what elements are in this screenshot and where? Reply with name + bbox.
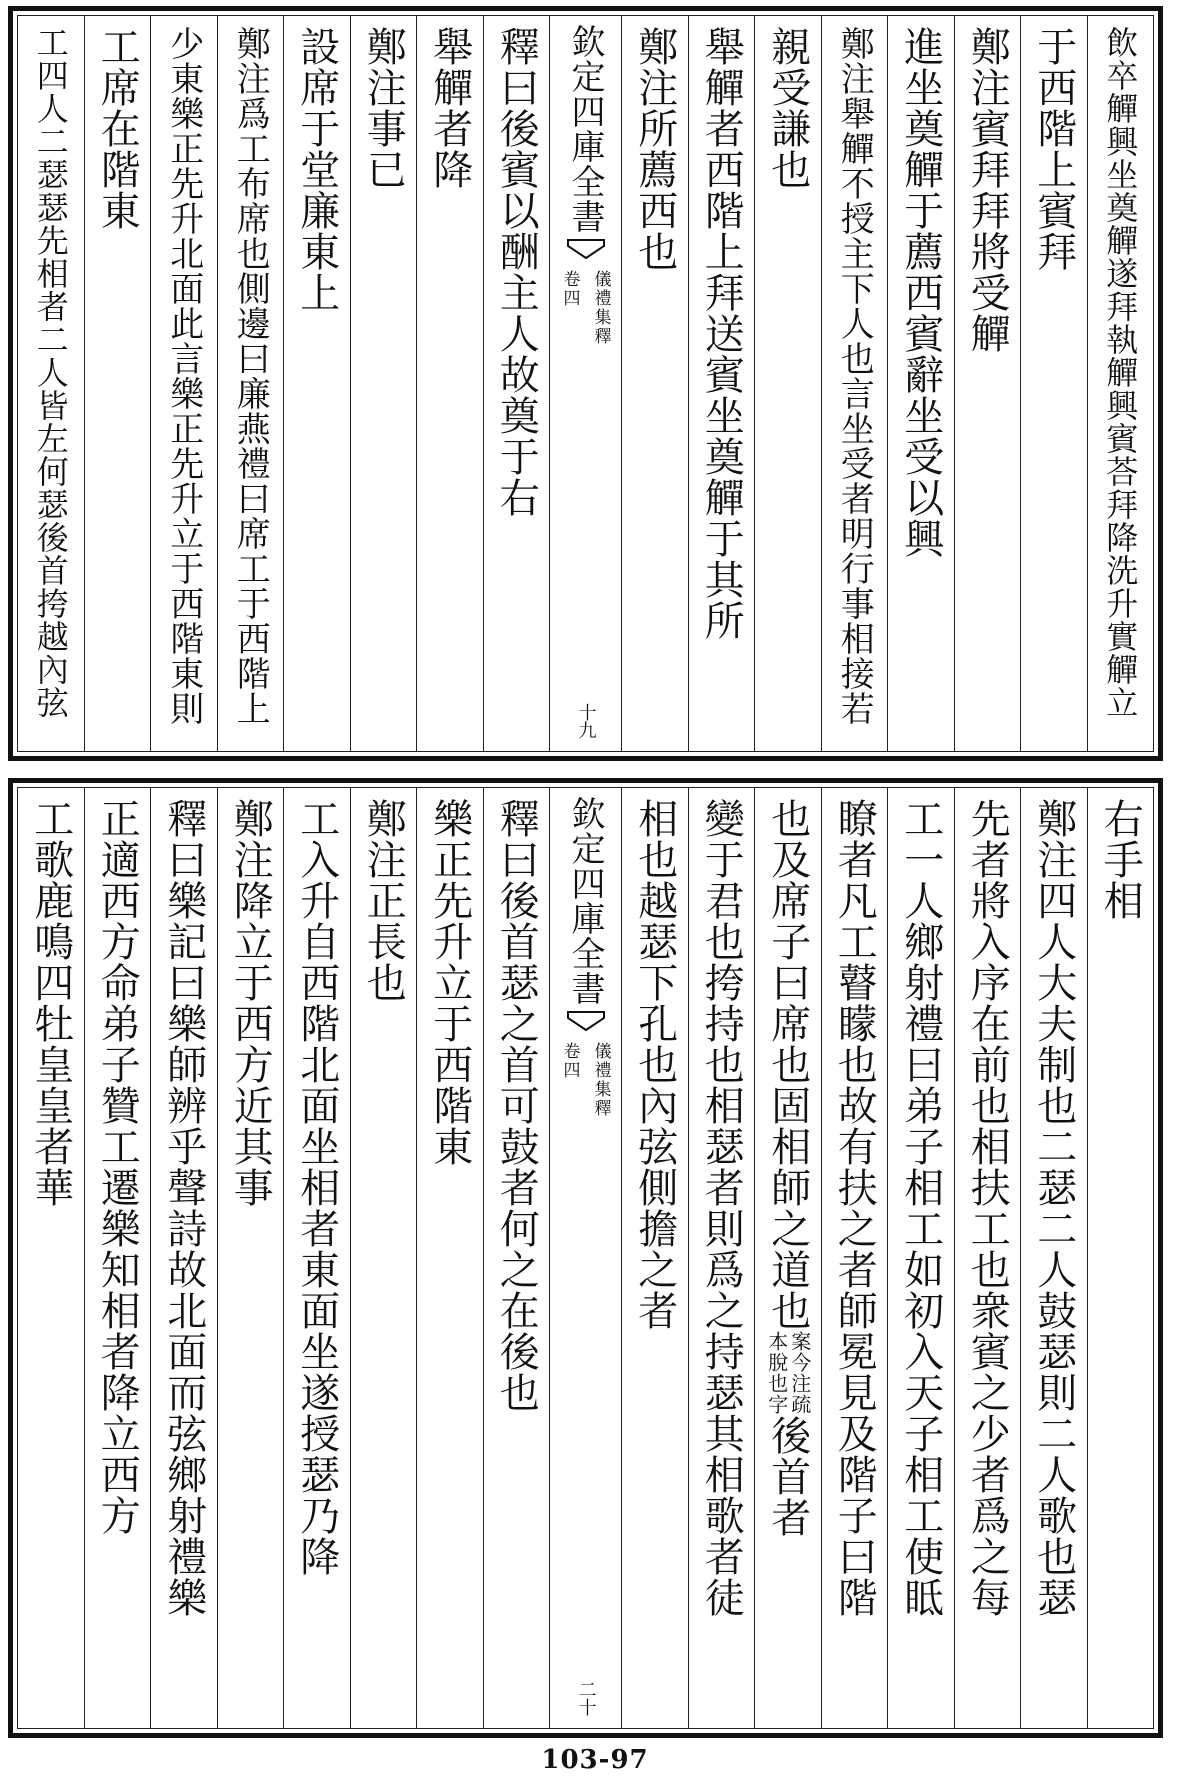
- interlinear-annotation: 案今注疏 本脫也字: [764, 1331, 812, 1415]
- text-column: [217, 788, 284, 1728]
- center-fold-book-line: 卷四: [559, 270, 580, 308]
- text-column: [887, 788, 954, 1728]
- text-column: [1087, 788, 1154, 1728]
- column-text: 飲卒觶興坐奠觶遂拜執觶興賓荅拜降洗升實觶立: [1101, 26, 1140, 719]
- text-column: [1087, 16, 1154, 751]
- text-column: [18, 788, 84, 1728]
- text-column: [1020, 16, 1087, 751]
- text-column: [84, 16, 151, 751]
- column-text: 鄭注所薦西也: [631, 26, 678, 272]
- column-text: 正適西方命弟子贊工遷樂知相者降立西方: [94, 798, 141, 1536]
- column-text: 工入升自西階北面坐相者東面坐遂授瑟乃降: [293, 798, 340, 1577]
- column-text: 釋曰樂記曰樂師辨乎聲詩故北面而弦鄉射禮樂: [160, 798, 207, 1618]
- column-text: 工席在階東: [94, 26, 141, 231]
- center-fold-title: 欽定四庫全書: [565, 24, 605, 234]
- column-text: 瞭者凡工瞽矇也故有扶之者師冕見及階子曰階: [831, 798, 878, 1618]
- center-fold-title: 欽定四庫全書: [565, 796, 605, 1006]
- text-column: [150, 788, 217, 1728]
- text-column: [416, 788, 483, 1728]
- column-text: 工四人二瑟瑟先相者二人皆左何瑟後首挎越內弦: [31, 26, 70, 719]
- column-text: 也及席子曰席也固相師之道也: [764, 798, 811, 1331]
- center-fold-page-number: 二十: [575, 1680, 597, 1716]
- top-page-panel: [8, 6, 1163, 761]
- top-text-columns: [17, 15, 1154, 752]
- column-text: 鄭注四人大夫制也二瑟二人鼓瑟則二人歌也瑟: [1030, 798, 1077, 1618]
- text-column: [754, 16, 821, 751]
- center-fold-book-line: 儀禮集釋: [590, 1042, 611, 1118]
- center-fold-book-info: [558, 270, 614, 346]
- column-text: 設席于堂廉東上: [293, 26, 340, 313]
- text-column: [821, 16, 888, 751]
- center-fold-book-line: 儀禮集釋: [590, 270, 611, 346]
- column-text: 鄭注賓拜拜將受觶: [964, 26, 1011, 354]
- text-column: [754, 788, 821, 1728]
- text-column: [283, 788, 350, 1728]
- column-text: 少東樂正先升北面此言樂正先升立于西階東則: [163, 26, 204, 726]
- column-text: 舉觶者西階上拜送賓坐奠觶于其所: [698, 26, 745, 641]
- text-column: [84, 788, 151, 1728]
- column-text: 工歌鹿鳴四牡皇皇者華: [27, 798, 74, 1208]
- center-fold-page-number: 十九: [575, 703, 597, 739]
- column-text: 先者將入序在前也相扶工也衆賓之少者爲之每: [964, 798, 1011, 1618]
- column-text: 鄭注舉觶不授主下人也言坐受者明行事相接若: [834, 26, 875, 726]
- text-column: [350, 16, 417, 751]
- column-text-continued: 後首者: [764, 1415, 811, 1538]
- center-fold-column: [549, 788, 621, 1728]
- text-column: [688, 16, 755, 751]
- text-column: [688, 788, 755, 1728]
- column-text: 鄭注正長也: [360, 798, 407, 1003]
- text-column: [18, 16, 84, 751]
- text-column: [483, 16, 550, 751]
- center-fold-book-info: [558, 1042, 614, 1118]
- column-text: 釋曰後首瑟之首可鼓者何之在後也: [493, 798, 540, 1413]
- text-column: [821, 788, 888, 1728]
- text-column: [887, 16, 954, 751]
- fish-tail-mark-icon: [566, 1010, 606, 1032]
- column-text: 樂正先升立于西階東: [426, 798, 473, 1167]
- text-column: [621, 16, 688, 751]
- center-fold-column: [549, 16, 621, 751]
- text-column: [954, 788, 1021, 1728]
- text-column: [621, 788, 688, 1728]
- page-footer-code: 103-97: [541, 1745, 649, 1775]
- column-text: 右手相: [1097, 798, 1144, 921]
- column-text: 工一人鄉射禮曰弟子相工如初入天子相工使眡: [897, 798, 944, 1618]
- column-text: 鄭注爲工布席也側邊曰廉燕禮曰席工于西階上: [230, 26, 271, 726]
- column-text: 變于君也挎持也相瑟者則爲之持瑟其相歌者徒: [698, 798, 745, 1618]
- text-column: [350, 788, 417, 1728]
- bottom-page-panel: [8, 778, 1163, 1738]
- text-column-with-note: [765, 788, 811, 1538]
- text-column: [954, 16, 1021, 751]
- text-column: [283, 16, 350, 751]
- column-text: 相也越瑟下孔也內弦側擔之者: [631, 798, 678, 1331]
- text-column: [217, 16, 284, 751]
- column-text: 于西階上賓拜: [1030, 26, 1077, 272]
- column-text: 鄭注事已: [360, 26, 407, 190]
- bottom-text-columns: [17, 787, 1154, 1729]
- text-column: [416, 16, 483, 751]
- column-text: 鄭注降立于西方近其事: [227, 798, 274, 1208]
- column-text: 親受謙也: [764, 26, 811, 190]
- fish-tail-mark-icon: [566, 238, 606, 260]
- text-column: [150, 16, 217, 751]
- center-fold-book-line: 卷四: [559, 1042, 580, 1080]
- text-column: [1020, 788, 1087, 1728]
- column-text: 釋曰後賓以酬主人故奠于右: [493, 26, 540, 518]
- text-column: [483, 788, 550, 1728]
- column-text: 進坐奠觶于薦西賓辭坐受以興: [897, 26, 944, 559]
- column-text: 舉觶者降: [426, 26, 473, 190]
